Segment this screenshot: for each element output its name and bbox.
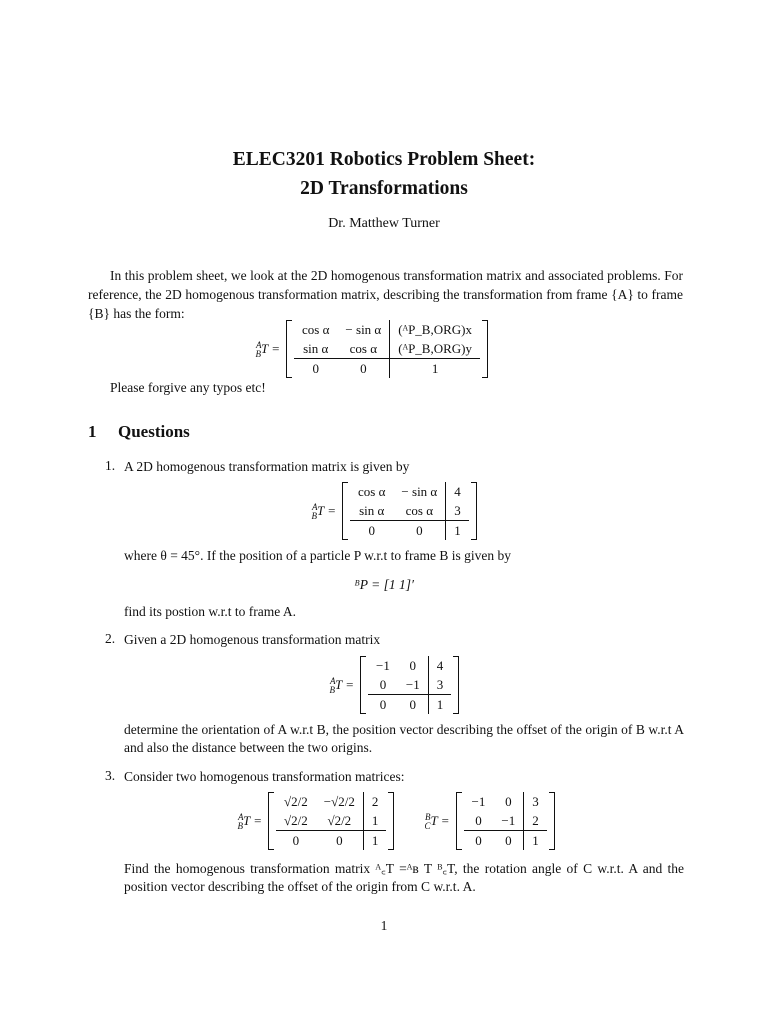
intro-note: Please forgive any typos etc! <box>110 380 266 395</box>
page-number: 1 <box>380 918 388 933</box>
section-heading: 1 Questions <box>88 422 190 441</box>
question-3-equation-2: $^B_C$T = −1 0 3 0 −1 2 0 0 1 <box>425 792 555 850</box>
question-1-equation: $^A_B$T = cos α − sin α 4 sin α cos α 3 0 0 1 <box>312 482 477 540</box>
question-3-number: 3. <box>105 768 116 783</box>
page-title <box>0 145 768 203</box>
title-line-1: ELEC3201 Robotics Problem Sheet: <box>232 149 536 170</box>
intro-matrix: cos α − sin α (ᴬP_B,ORG)x sin α cos α (ᴬP_B,ORG)y 0 0 1 <box>294 320 480 378</box>
question-1-condition: where θ = 45°. If the position of a particle P w.r.t to frame B is given by <box>124 548 512 563</box>
intro-paragraph <box>88 266 683 323</box>
question-1-text: A 2D homogenous transformation matrix is given by <box>124 459 410 474</box>
question-1-number: 1. <box>105 458 116 473</box>
question-2-text: Given a 2D homogenous transformation matrix <box>124 632 381 647</box>
author: Dr. Matthew Turner <box>328 216 440 231</box>
left-bracket <box>286 320 292 378</box>
title-line-2: 2D Transformations <box>300 178 468 199</box>
question-2-matrix: −1 0 4 0 −1 3 0 0 1 <box>368 656 451 714</box>
question-1-vector: ᴮP = [1 1]′ <box>354 577 414 592</box>
question-3-text: Consider two homogenous transformation matrices: <box>124 769 405 784</box>
intro-equation <box>256 320 488 378</box>
question-3-task: Find the homogenous transformation matrix ᴬ꜀T =ᴬʙ T ᴮ꜀T, the rotation angle of C w.r.t. A and the position vector describing the offset of the origin from C w.r.t. A. <box>124 861 684 894</box>
question-1-matrix: cos α − sin α 4 sin α cos α 3 0 0 1 <box>350 482 469 540</box>
question-3-matrix-1: √2/2 −√2/2 2 √2/2 √2/2 1 0 0 1 <box>276 792 386 850</box>
intro-text: In this problem sheet, we look at the 2D homogenous transformation matrix and associated problems. For reference, the 2D homogenous transformation matrix, describing the transformation from frame {A} to frame {B} has the form: <box>88 268 683 321</box>
question-2-equation: $^A_B$T = −1 0 4 0 −1 3 0 0 1 <box>330 656 459 714</box>
question-1-task: find its postion w.r.t to frame A. <box>124 604 296 619</box>
question-2-task: determine the orientation of A w.r.t B, the position vector describing the offset of the origin of B w.r.t A and also the distance between the two origins. <box>124 722 684 755</box>
question-2-number: 2. <box>105 631 116 646</box>
right-bracket <box>482 320 488 378</box>
question-3-equation-1: $^A_B$T = √2/2 −√2/2 2 √2/2 √2/2 1 0 0 1 <box>238 792 394 850</box>
intro-lhs: $^A_B$T = <box>255 339 281 359</box>
question-3-matrix-2: −1 0 3 0 −1 2 0 0 1 <box>464 792 547 850</box>
